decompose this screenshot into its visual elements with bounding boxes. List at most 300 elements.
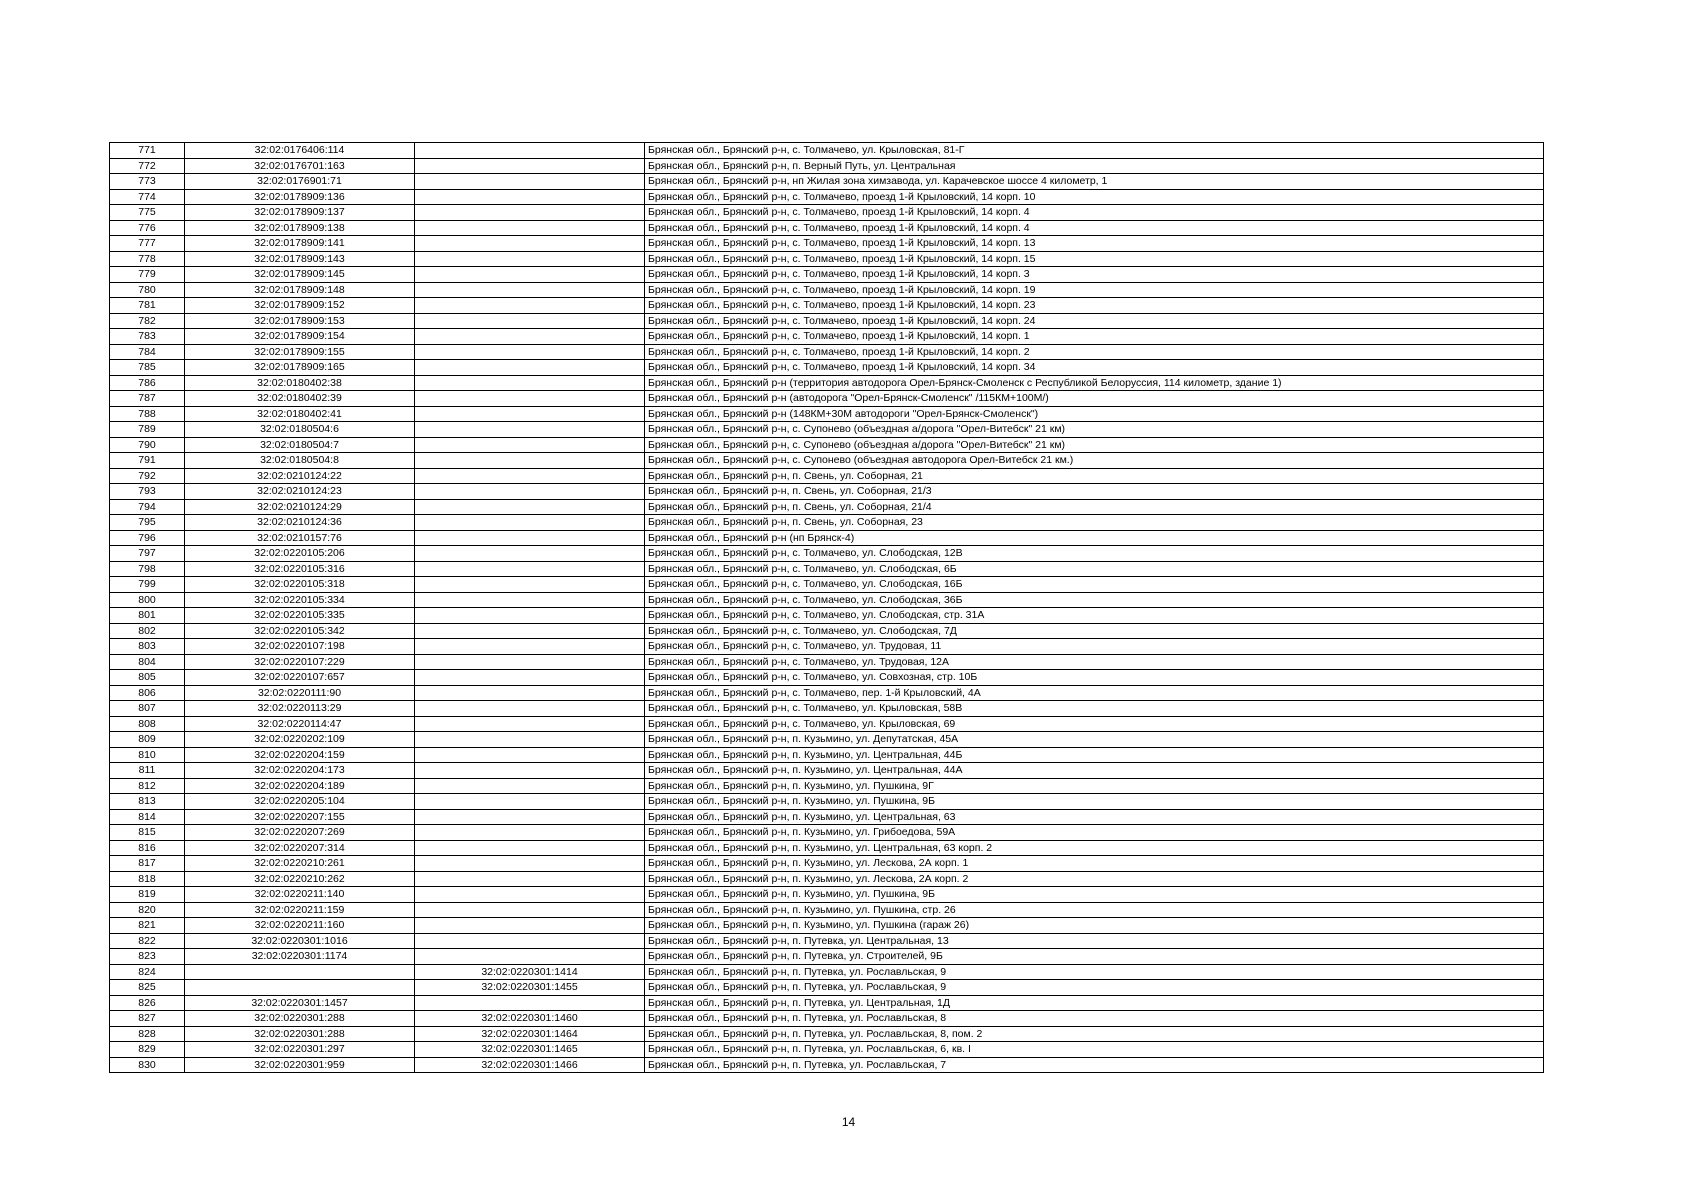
cadastral-number-cell <box>185 964 415 980</box>
address-cell: Брянская обл., Брянский р-н, п. Свень, ул. Соборная, 21 <box>645 468 1544 484</box>
address-cell: Брянская обл., Брянский р-н, с. Толмачево, ул. Крыловская, 81-Г <box>645 143 1544 159</box>
table-row <box>110 654 1544 670</box>
address-cell: Брянская обл., Брянский р-н, п. Путевка, ул. Рославльская, 9 <box>645 964 1544 980</box>
address-cell: Брянская обл., Брянский р-н, с. Толмачево, проезд 1-й Крыловский, 14 корп. 19 <box>645 282 1544 298</box>
cadastral-number-cell: 32:02:0178909:154 <box>185 329 415 345</box>
address-cell: Брянская обл., Брянский р-н, с. Супонево (объездная а/дорога "Орел-Витебск" 21 км) <box>645 422 1544 438</box>
cadastral-number-cell: 32:02:0220113:29 <box>185 701 415 717</box>
cadastral-number-cell: 32:02:0220211:159 <box>185 902 415 918</box>
address-cell: Брянская обл., Брянский р-н, с. Толмачево, ул. Трудовая, 11 <box>645 639 1544 655</box>
table-row <box>110 236 1544 252</box>
address-cell: Брянская обл., Брянский р-н, п. Кузьмино, ул. Пушкина, 9Г <box>645 778 1544 794</box>
cadastral-number-cell: 32:02:0180504:7 <box>185 437 415 453</box>
table-row <box>110 530 1544 546</box>
row-number-cell: 795 <box>110 515 185 531</box>
cadastral-number-cell: 32:02:0220211:140 <box>185 887 415 903</box>
address-cell: Брянская обл., Брянский р-н, п. Верный Путь, ул. Центральная <box>645 158 1544 174</box>
table-row <box>110 344 1544 360</box>
address-cell: Брянская обл., Брянский р-н, с. Толмачево, ул. Слободская, 6Б <box>645 561 1544 577</box>
table-row <box>110 763 1544 779</box>
address-cell: Брянская обл., Брянский р-н, п. Путевка, ул. Рославльская, 8, пом. 2 <box>645 1026 1544 1042</box>
row-number-cell: 772 <box>110 158 185 174</box>
address-cell: Брянская обл., Брянский р-н (148КМ+30М автодороги "Орел-Брянск-Смоленск") <box>645 406 1544 422</box>
table-row <box>110 1042 1544 1058</box>
table-row <box>110 639 1544 655</box>
cadastral-number-2-cell: 32:02:0220301:1464 <box>415 1026 645 1042</box>
address-cell: Брянская обл., Брянский р-н, п. Кузьмино, ул. Пушкина, 9Б <box>645 794 1544 810</box>
address-cell: Брянская обл., Брянский р-н (автодорога "Орел-Брянск-Смоленск" /115КМ+100М/) <box>645 391 1544 407</box>
table-row <box>110 282 1544 298</box>
cadastral-number-cell: 32:02:0220301:288 <box>185 1026 415 1042</box>
cadastral-number-cell: 32:02:0180504:8 <box>185 453 415 469</box>
cadastral-number-2-cell <box>415 220 645 236</box>
cadastral-number-2-cell <box>415 732 645 748</box>
cadastral-number-cell: 32:02:0210124:29 <box>185 499 415 515</box>
address-cell: Брянская обл., Брянский р-н, п. Путевка, ул. Рославльская, 9 <box>645 980 1544 996</box>
cadastral-number-cell: 32:02:0220301:959 <box>185 1057 415 1073</box>
table-row <box>110 701 1544 717</box>
row-number-cell: 776 <box>110 220 185 236</box>
address-cell: Брянская обл., Брянский р-н, с. Толмачево, проезд 1-й Крыловский, 14 корп. 15 <box>645 251 1544 267</box>
cadastral-number-cell: 32:02:0178909:136 <box>185 189 415 205</box>
cadastral-number-2-cell <box>415 716 645 732</box>
address-cell: Брянская обл., Брянский р-н (нп Брянск-4) <box>645 530 1544 546</box>
cadastral-number-2-cell <box>415 577 645 593</box>
row-number-cell: 818 <box>110 871 185 887</box>
cadastral-number-2-cell <box>415 158 645 174</box>
table-row <box>110 499 1544 515</box>
cadastral-number-cell: 32:02:0220204:159 <box>185 747 415 763</box>
row-number-cell: 774 <box>110 189 185 205</box>
table-row <box>110 360 1544 376</box>
cadastral-number-2-cell <box>415 329 645 345</box>
table-row <box>110 515 1544 531</box>
cadastral-number-cell: 32:02:0220207:269 <box>185 825 415 841</box>
cadastral-number-2-cell <box>415 918 645 934</box>
cadastral-number-cell: 32:02:0176406:114 <box>185 143 415 159</box>
cadastral-number-2-cell <box>415 856 645 872</box>
table-row <box>110 298 1544 314</box>
cadastral-number-cell: 32:02:0178909:137 <box>185 205 415 221</box>
cadastral-number-cell: 32:02:0220301:1016 <box>185 933 415 949</box>
address-cell: Брянская обл., Брянский р-н, п. Кузьмино, ул. Центральная, 63 корп. 2 <box>645 840 1544 856</box>
cadastral-number-2-cell <box>415 670 645 686</box>
row-number-cell: 813 <box>110 794 185 810</box>
address-cell: Брянская обл., Брянский р-н, с. Толмачево, ул. Слободская, 12В <box>645 546 1544 562</box>
row-number-cell: 817 <box>110 856 185 872</box>
row-number-cell: 830 <box>110 1057 185 1073</box>
address-cell: Брянская обл., Брянский р-н, с. Толмачево, проезд 1-й Крыловский, 14 корп. 2 <box>645 344 1544 360</box>
table-row <box>110 902 1544 918</box>
cadastral-number-cell: 32:02:0178909:153 <box>185 313 415 329</box>
cadastral-number-cell: 32:02:0180402:38 <box>185 375 415 391</box>
cadastral-number-2-cell <box>415 840 645 856</box>
row-number-cell: 820 <box>110 902 185 918</box>
row-number-cell: 811 <box>110 763 185 779</box>
row-number-cell: 799 <box>110 577 185 593</box>
cadastral-number-2-cell <box>415 422 645 438</box>
address-cell: Брянская обл., Брянский р-н, с. Супонево (объездная автодорога Орел-Витебск 21 км.) <box>645 453 1544 469</box>
table-row <box>110 406 1544 422</box>
address-cell: Брянская обл., Брянский р-н, п. Путевка, ул. Рославльская, 8 <box>645 1011 1544 1027</box>
cadastral-number-2-cell <box>415 546 645 562</box>
table-row <box>110 174 1544 190</box>
table-row <box>110 189 1544 205</box>
address-cell: Брянская обл., Брянский р-н, с. Толмачево, пер. 1-й Крыловский, 4А <box>645 685 1544 701</box>
cadastral-number-2-cell <box>415 685 645 701</box>
cadastral-number-2-cell <box>415 143 645 159</box>
address-cell: Брянская обл., Брянский р-н, п. Кузьмино, ул. Грибоедова, 59А <box>645 825 1544 841</box>
address-cell: Брянская обл., Брянский р-н, с. Толмачево, ул. Крыловская, 69 <box>645 716 1544 732</box>
cadastral-number-cell: 32:02:0220207:314 <box>185 840 415 856</box>
cadastral-number-cell: 32:02:0178909:145 <box>185 267 415 283</box>
cadastral-number-2-cell <box>415 437 645 453</box>
row-number-cell: 783 <box>110 329 185 345</box>
table-row <box>110 933 1544 949</box>
table-row <box>110 577 1544 593</box>
row-number-cell: 814 <box>110 809 185 825</box>
address-cell: Брянская обл., Брянский р-н, с. Толмачево, ул. Слободская, 16Б <box>645 577 1544 593</box>
cadastral-number-2-cell: 32:02:0220301:1466 <box>415 1057 645 1073</box>
row-number-cell: 825 <box>110 980 185 996</box>
row-number-cell: 807 <box>110 701 185 717</box>
row-number-cell: 782 <box>110 313 185 329</box>
cadastral-number-2-cell: 32:02:0220301:1414 <box>415 964 645 980</box>
row-number-cell: 788 <box>110 406 185 422</box>
row-number-cell: 800 <box>110 592 185 608</box>
table-row <box>110 1011 1544 1027</box>
cadastral-number-2-cell <box>415 484 645 500</box>
row-number-cell: 780 <box>110 282 185 298</box>
registry-table <box>109 142 1544 1073</box>
row-number-cell: 806 <box>110 685 185 701</box>
row-number-cell: 791 <box>110 453 185 469</box>
cadastral-number-2-cell <box>415 871 645 887</box>
cadastral-number-cell: 32:02:0220107:657 <box>185 670 415 686</box>
cadastral-number-2-cell <box>415 344 645 360</box>
address-cell: Брянская обл., Брянский р-н, с. Толмачево, проезд 1-й Крыловский, 14 корп. 13 <box>645 236 1544 252</box>
cadastral-number-cell: 32:02:0178909:148 <box>185 282 415 298</box>
cadastral-number-cell: 32:02:0220111:90 <box>185 685 415 701</box>
address-cell: Брянская обл., Брянский р-н, п. Кузьмино, ул. Центральная, 44А <box>645 763 1544 779</box>
address-cell: Брянская обл., Брянский р-н, п. Путевка, ул. Центральная, 1Д <box>645 995 1544 1011</box>
cadastral-number-cell: 32:02:0220105:334 <box>185 592 415 608</box>
address-cell: Брянская обл., Брянский р-н, п. Путевка, ул. Рославльская, 6, кв. I <box>645 1042 1544 1058</box>
cadastral-number-2-cell <box>415 251 645 267</box>
table-row <box>110 220 1544 236</box>
row-number-cell: 802 <box>110 623 185 639</box>
row-number-cell: 779 <box>110 267 185 283</box>
address-cell: Брянская обл., Брянский р-н, п. Кузьмино, ул. Депутатская, 45А <box>645 732 1544 748</box>
row-number-cell: 821 <box>110 918 185 934</box>
table-row <box>110 623 1544 639</box>
cadastral-number-cell: 32:02:0220107:229 <box>185 654 415 670</box>
table-row <box>110 468 1544 484</box>
cadastral-number-2-cell <box>415 995 645 1011</box>
table-row <box>110 840 1544 856</box>
table-row <box>110 484 1544 500</box>
address-cell: Брянская обл., Брянский р-н, с. Толмачево, проезд 1-й Крыловский, 14 корп. 10 <box>645 189 1544 205</box>
table-row <box>110 158 1544 174</box>
address-cell: Брянская обл., Брянский р-н, п. Свень, ул. Соборная, 21/3 <box>645 484 1544 500</box>
cadastral-number-cell: 32:02:0220105:318 <box>185 577 415 593</box>
table-row <box>110 918 1544 934</box>
row-number-cell: 823 <box>110 949 185 965</box>
row-number-cell: 822 <box>110 933 185 949</box>
cadastral-number-2-cell <box>415 747 645 763</box>
row-number-cell: 794 <box>110 499 185 515</box>
cadastral-number-cell: 32:02:0180402:39 <box>185 391 415 407</box>
cadastral-number-2-cell <box>415 809 645 825</box>
table-row <box>110 778 1544 794</box>
cadastral-number-cell: 32:02:0178909:141 <box>185 236 415 252</box>
row-number-cell: 812 <box>110 778 185 794</box>
cadastral-number-2-cell <box>415 205 645 221</box>
cadastral-number-2-cell <box>415 360 645 376</box>
table-row <box>110 375 1544 391</box>
cadastral-number-cell: 32:02:0178909:165 <box>185 360 415 376</box>
cadastral-number-2-cell <box>415 453 645 469</box>
cadastral-number-cell: 32:02:0220105:335 <box>185 608 415 624</box>
cadastral-number-2-cell: 32:02:0220301:1455 <box>415 980 645 996</box>
table-row <box>110 1057 1544 1073</box>
address-cell: Брянская обл., Брянский р-н, с. Толмачево, проезд 1-й Крыловский, 14 корп. 4 <box>645 220 1544 236</box>
table-row <box>110 964 1544 980</box>
address-cell: Брянская обл., Брянский р-н, с. Толмачево, проезд 1-й Крыловский, 14 корп. 1 <box>645 329 1544 345</box>
row-number-cell: 773 <box>110 174 185 190</box>
address-cell: Брянская обл., Брянский р-н, с. Толмачево, проезд 1-й Крыловский, 14 корп. 4 <box>645 205 1544 221</box>
table-row <box>110 794 1544 810</box>
address-cell: Брянская обл., Брянский р-н, с. Толмачево, проезд 1-й Крыловский, 14 корп. 3 <box>645 267 1544 283</box>
table-row <box>110 205 1544 221</box>
cadastral-number-cell: 32:02:0220105:316 <box>185 561 415 577</box>
cadastral-number-2-cell <box>415 654 645 670</box>
address-cell: Брянская обл., Брянский р-н, нп Жилая зона химзавода, ул. Карачевское шоссе 4 километр, 1 <box>645 174 1544 190</box>
cadastral-number-2-cell <box>415 933 645 949</box>
table-row <box>110 391 1544 407</box>
row-number-cell: 789 <box>110 422 185 438</box>
cadastral-number-cell: 32:02:0176901:71 <box>185 174 415 190</box>
address-cell: Брянская обл., Брянский р-н, с. Толмачево, ул. Трудовая, 12А <box>645 654 1544 670</box>
row-number-cell: 819 <box>110 887 185 903</box>
row-number-cell: 796 <box>110 530 185 546</box>
table-row <box>110 453 1544 469</box>
address-cell: Брянская обл., Брянский р-н, с. Толмачево, ул. Слободская, стр. 31А <box>645 608 1544 624</box>
address-cell: Брянская обл., Брянский р-н, с. Толмачево, ул. Совхозная, стр. 10Б <box>645 670 1544 686</box>
address-cell: Брянская обл., Брянский р-н, п. Путевка, ул. Строителей, 9Б <box>645 949 1544 965</box>
table-row <box>110 809 1544 825</box>
cadastral-number-2-cell <box>415 313 645 329</box>
row-number-cell: 824 <box>110 964 185 980</box>
table-row <box>110 437 1544 453</box>
row-number-cell: 798 <box>110 561 185 577</box>
cadastral-number-2-cell <box>415 282 645 298</box>
row-number-cell: 778 <box>110 251 185 267</box>
cadastral-number-2-cell <box>415 174 645 190</box>
table-row <box>110 685 1544 701</box>
page-number: 14 <box>841 1115 856 1129</box>
row-number-cell: 787 <box>110 391 185 407</box>
row-number-cell: 793 <box>110 484 185 500</box>
table-row <box>110 313 1544 329</box>
address-cell: Брянская обл., Брянский р-н, с. Толмачево, проезд 1-й Крыловский, 14 корп. 34 <box>645 360 1544 376</box>
address-cell: Брянская обл., Брянский р-н, с. Толмачево, ул. Слободская, 36Б <box>645 592 1544 608</box>
address-cell: Брянская обл., Брянский р-н, с. Толмачево, проезд 1-й Крыловский, 14 корп. 23 <box>645 298 1544 314</box>
cadastral-number-2-cell <box>415 468 645 484</box>
row-number-cell: 771 <box>110 143 185 159</box>
table-row <box>110 670 1544 686</box>
address-cell: Брянская обл., Брянский р-н, п. Кузьмино, ул. Лескова, 2А корп. 1 <box>645 856 1544 872</box>
cadastral-number-cell: 32:02:0220301:297 <box>185 1042 415 1058</box>
row-number-cell: 809 <box>110 732 185 748</box>
table-row <box>110 747 1544 763</box>
cadastral-number-2-cell <box>415 561 645 577</box>
cadastral-number-cell: 32:02:0210124:23 <box>185 484 415 500</box>
row-number-cell: 829 <box>110 1042 185 1058</box>
table-row <box>110 716 1544 732</box>
cadastral-number-2-cell <box>415 701 645 717</box>
address-cell: Брянская обл., Брянский р-н, п. Кузьмино, ул. Центральная, 44Б <box>645 747 1544 763</box>
row-number-cell: 784 <box>110 344 185 360</box>
cadastral-number-cell: 32:02:0220205:104 <box>185 794 415 810</box>
row-number-cell: 792 <box>110 468 185 484</box>
address-cell: Брянская обл., Брянский р-н, п. Кузьмино, ул. Пушкина, стр. 26 <box>645 902 1544 918</box>
address-cell: Брянская обл., Брянский р-н, с. Толмачево, ул. Крыловская, 58В <box>645 701 1544 717</box>
row-number-cell: 786 <box>110 375 185 391</box>
table-row <box>110 592 1544 608</box>
cadastral-number-cell: 32:02:0210124:36 <box>185 515 415 531</box>
registry-table-body <box>110 143 1544 1073</box>
cadastral-number-cell: 32:02:0178909:155 <box>185 344 415 360</box>
cadastral-number-2-cell <box>415 608 645 624</box>
address-cell: Брянская обл., Брянский р-н, с. Супонево (объездная а/дорога "Орел-Витебск" 21 км) <box>645 437 1544 453</box>
row-number-cell: 790 <box>110 437 185 453</box>
cadastral-number-cell: 32:02:0220211:160 <box>185 918 415 934</box>
table-row <box>110 267 1544 283</box>
row-number-cell: 777 <box>110 236 185 252</box>
address-cell: Брянская обл., Брянский р-н, с. Толмачево, проезд 1-й Крыловский, 14 корп. 24 <box>645 313 1544 329</box>
address-cell: Брянская обл., Брянский р-н, п. Свень, ул. Соборная, 21/4 <box>645 499 1544 515</box>
table-row <box>110 608 1544 624</box>
row-number-cell: 810 <box>110 747 185 763</box>
address-cell: Брянская обл., Брянский р-н, п. Свень, ул. Соборная, 23 <box>645 515 1544 531</box>
cadastral-number-cell: 32:02:0220301:1457 <box>185 995 415 1011</box>
cadastral-number-cell: 32:02:0220210:262 <box>185 871 415 887</box>
row-number-cell: 775 <box>110 205 185 221</box>
cadastral-number-2-cell <box>415 530 645 546</box>
table-row <box>110 871 1544 887</box>
cadastral-number-2-cell <box>415 391 645 407</box>
row-number-cell: 803 <box>110 639 185 655</box>
address-cell: Брянская обл., Брянский р-н, п. Кузьмино, ул. Центральная, 63 <box>645 809 1544 825</box>
address-cell: Брянская обл., Брянский р-н, п. Кузьмино, ул. Пушкина (гараж 26) <box>645 918 1544 934</box>
cadastral-number-cell: 32:02:0220207:155 <box>185 809 415 825</box>
cadastral-number-2-cell <box>415 189 645 205</box>
row-number-cell: 801 <box>110 608 185 624</box>
table-row <box>110 546 1544 562</box>
table-row <box>110 561 1544 577</box>
address-cell: Брянская обл., Брянский р-н (территория автодорога Орел-Брянск-Смоленск с Республикой Белоруссия, 114 километр, здание 1) <box>645 375 1544 391</box>
cadastral-number-cell: 32:02:0220202:109 <box>185 732 415 748</box>
cadastral-number-cell: 32:02:0220107:198 <box>185 639 415 655</box>
cadastral-number-cell: 32:02:0220204:189 <box>185 778 415 794</box>
table-row <box>110 732 1544 748</box>
cadastral-number-cell: 32:02:0178909:152 <box>185 298 415 314</box>
table-row <box>110 1026 1544 1042</box>
cadastral-number-cell: 32:02:0220105:342 <box>185 623 415 639</box>
row-number-cell: 816 <box>110 840 185 856</box>
cadastral-number-2-cell <box>415 887 645 903</box>
cadastral-number-cell: 32:02:0210124:22 <box>185 468 415 484</box>
cadastral-number-2-cell <box>415 825 645 841</box>
table-row <box>110 143 1544 159</box>
cadastral-number-cell: 32:02:0220105:206 <box>185 546 415 562</box>
row-number-cell: 797 <box>110 546 185 562</box>
row-number-cell: 826 <box>110 995 185 1011</box>
cadastral-number-2-cell <box>415 639 645 655</box>
table-row <box>110 329 1544 345</box>
cadastral-number-2-cell <box>415 794 645 810</box>
address-cell: Брянская обл., Брянский р-н, п. Путевка, ул. Центральная, 13 <box>645 933 1544 949</box>
table-row <box>110 422 1544 438</box>
cadastral-number-2-cell <box>415 592 645 608</box>
cadastral-number-2-cell <box>415 515 645 531</box>
cadastral-number-cell: 32:02:0176701:163 <box>185 158 415 174</box>
address-cell: Брянская обл., Брянский р-н, с. Толмачево, ул. Слободская, 7Д <box>645 623 1544 639</box>
cadastral-number-2-cell <box>415 375 645 391</box>
table-row <box>110 825 1544 841</box>
address-cell: Брянская обл., Брянский р-н, п. Кузьмино, ул. Пушкина, 9Б <box>645 887 1544 903</box>
cadastral-number-cell: 32:02:0178909:143 <box>185 251 415 267</box>
cadastral-number-cell: 32:02:0220114:47 <box>185 716 415 732</box>
row-number-cell: 828 <box>110 1026 185 1042</box>
cadastral-number-cell <box>185 980 415 996</box>
row-number-cell: 815 <box>110 825 185 841</box>
cadastral-number-cell: 32:02:0220204:173 <box>185 763 415 779</box>
cadastral-number-2-cell <box>415 499 645 515</box>
row-number-cell: 805 <box>110 670 185 686</box>
table-row <box>110 995 1544 1011</box>
cadastral-number-2-cell <box>415 763 645 779</box>
cadastral-number-2-cell: 32:02:0220301:1460 <box>415 1011 645 1027</box>
cadastral-number-2-cell <box>415 778 645 794</box>
row-number-cell: 804 <box>110 654 185 670</box>
row-number-cell: 781 <box>110 298 185 314</box>
table-row <box>110 887 1544 903</box>
address-cell: Брянская обл., Брянский р-н, п. Кузьмино, ул. Лескова, 2А корп. 2 <box>645 871 1544 887</box>
table-row <box>110 251 1544 267</box>
cadastral-number-2-cell <box>415 949 645 965</box>
cadastral-number-2-cell <box>415 267 645 283</box>
cadastral-number-cell: 32:02:0178909:138 <box>185 220 415 236</box>
cadastral-number-2-cell: 32:02:0220301:1465 <box>415 1042 645 1058</box>
cadastral-number-2-cell <box>415 236 645 252</box>
cadastral-number-2-cell <box>415 298 645 314</box>
row-number-cell: 827 <box>110 1011 185 1027</box>
cadastral-number-cell: 32:02:0220301:288 <box>185 1011 415 1027</box>
cadastral-number-2-cell <box>415 406 645 422</box>
table-row <box>110 949 1544 965</box>
table-row <box>110 856 1544 872</box>
cadastral-number-cell: 32:02:0210157:76 <box>185 530 415 546</box>
row-number-cell: 785 <box>110 360 185 376</box>
address-cell: Брянская обл., Брянский р-н, п. Путевка, ул. Рославльская, 7 <box>645 1057 1544 1073</box>
row-number-cell: 808 <box>110 716 185 732</box>
cadastral-number-2-cell <box>415 902 645 918</box>
table-row <box>110 980 1544 996</box>
cadastral-number-cell: 32:02:0180504:6 <box>185 422 415 438</box>
cadastral-number-cell: 32:02:0220210:261 <box>185 856 415 872</box>
